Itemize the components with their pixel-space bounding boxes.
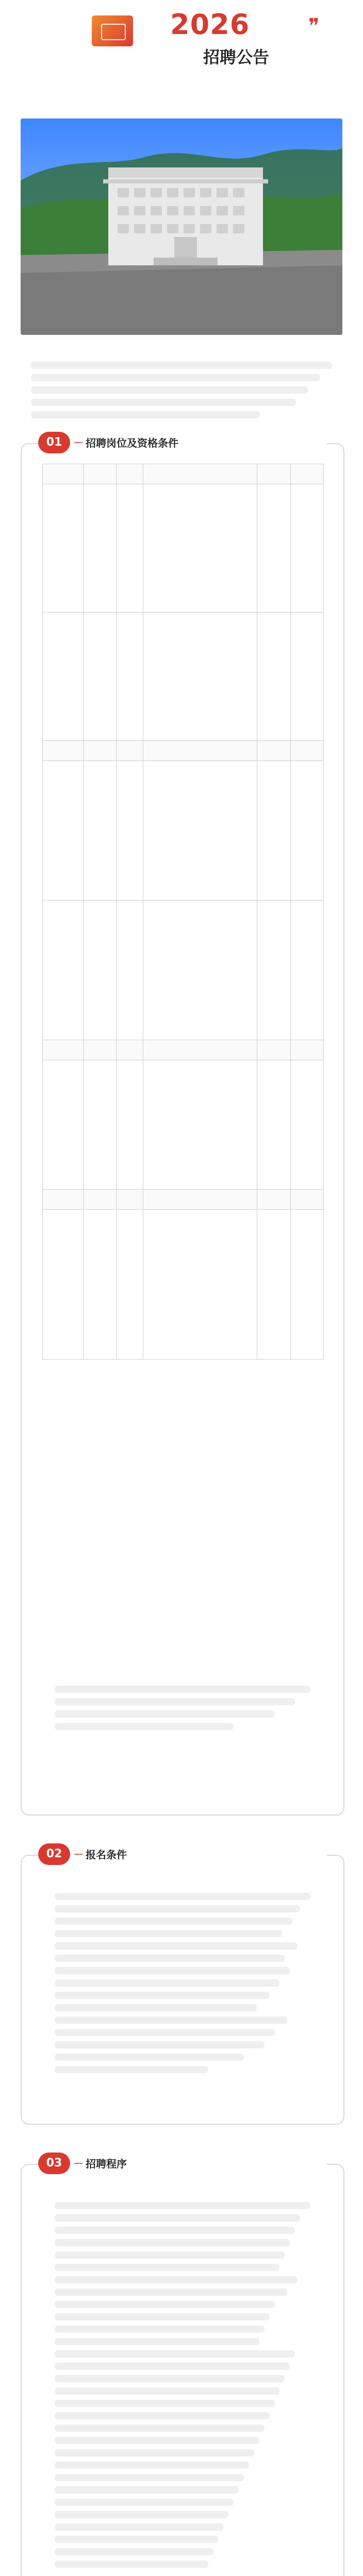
section-title: 报名条件: [86, 1849, 127, 1861]
section-02-body: [55, 1888, 310, 2078]
table-header: [43, 464, 323, 484]
section-header: [38, 2153, 327, 2176]
section-number: 02: [38, 1843, 70, 1865]
section-number: 01: [38, 432, 70, 453]
section-connector: [74, 442, 82, 443]
section-header: [38, 1843, 327, 1867]
position-table: [42, 464, 324, 1360]
header: [0, 0, 363, 67]
section-connector: [74, 1854, 82, 1855]
section-03-body: [55, 2197, 310, 2573]
building-illustration: [21, 118, 342, 335]
intro-text: [31, 357, 332, 413]
header-badge: [92, 15, 133, 46]
page-title: 招聘公告: [203, 47, 270, 67]
section-header: [38, 432, 327, 455]
hero-photo: [21, 118, 342, 335]
section-03: [21, 2157, 344, 2576]
section-01-notes: [55, 1681, 310, 1735]
section-title: 招聘程序: [86, 2158, 127, 2170]
quote-mark-icon: ❞: [308, 14, 320, 38]
section-connector: [74, 2163, 82, 2164]
section-02: [21, 1848, 344, 2125]
section-01: [21, 436, 344, 1816]
section-title: 招聘岗位及资格条件: [86, 437, 178, 449]
header-year: 2026: [170, 8, 250, 41]
section-number: 03: [38, 2153, 70, 2174]
